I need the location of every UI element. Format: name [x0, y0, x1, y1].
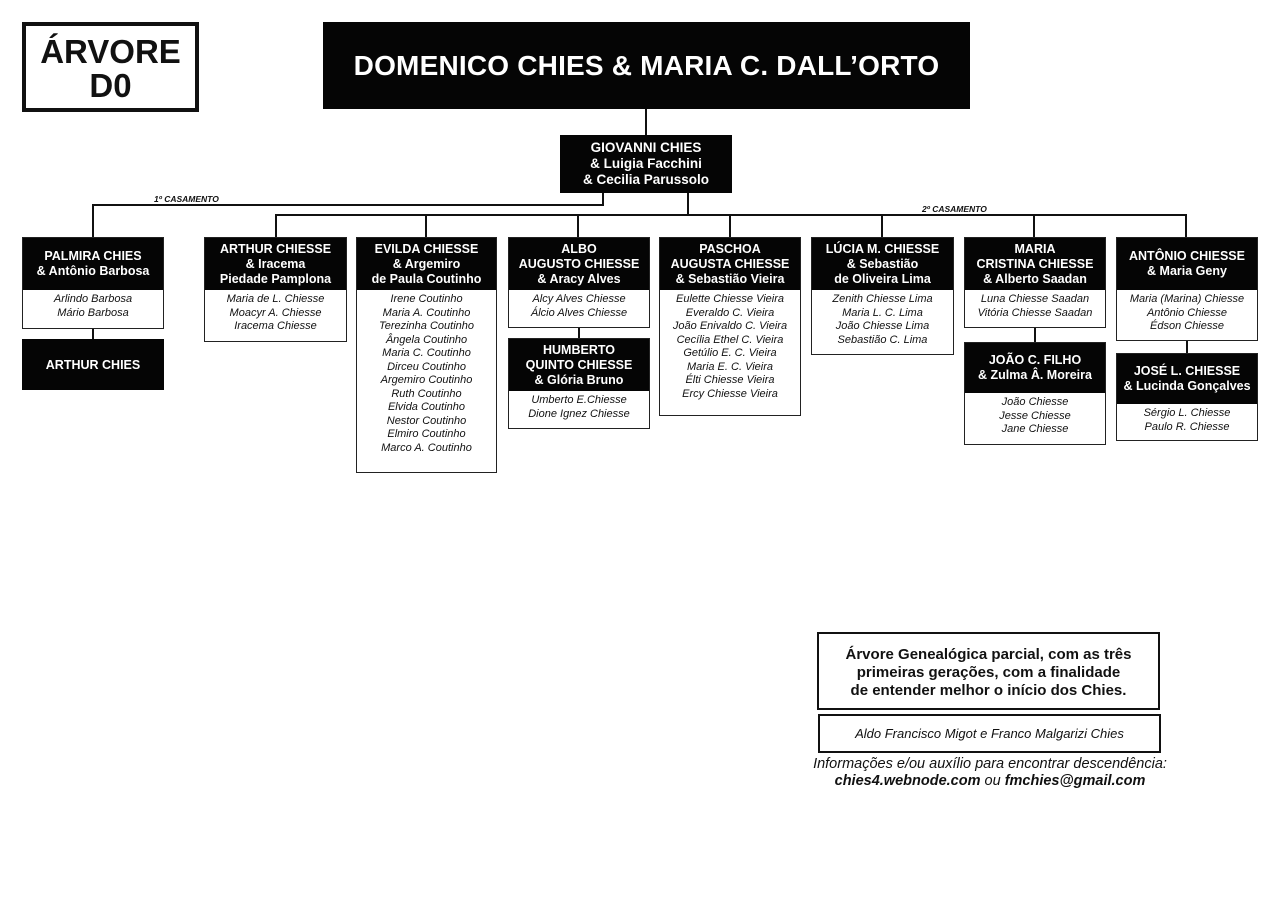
- great-grandchild-name: Umberto E.Chiesse: [531, 394, 627, 406]
- child-maria-cristina-name: MARIA: [1014, 241, 1056, 256]
- connector-palmira-arthur: [92, 329, 94, 339]
- grandchild-name: Édson Chiesse: [1150, 320, 1224, 332]
- drop-albo: [577, 214, 579, 238]
- grandchild-name: Arlindo Barbosa: [53, 293, 133, 305]
- connector-m1-drop: [92, 204, 94, 238]
- grandchild-name: Maria C. Coutinho: [382, 347, 471, 359]
- info-line1: Árvore Genealógica parcial, com as três: [845, 646, 1132, 663]
- child-paschoa-spouse: & Sebastião Vieira: [675, 271, 785, 286]
- connector-m1-horizontal: [92, 204, 604, 206]
- grandchild-jose-name: JOSÉ L. CHIESSE: [1133, 364, 1241, 378]
- grandchild-joao-spouse: & Zulma Â. Moreira: [978, 368, 1092, 382]
- contact-separator: ou: [980, 773, 1005, 789]
- connector-root: [645, 109, 647, 135]
- grandchild-joao-filho: [964, 342, 1106, 445]
- child-maria-cristina-name-2: CRISTINA CHIESSE: [976, 256, 1094, 271]
- child-lucia-name: LÚCIA M. CHIESSE: [825, 241, 940, 256]
- connector-m2-vertical: [687, 193, 689, 215]
- grandchild-name: Eulette Chiesse Vieira: [675, 293, 785, 305]
- grandchild-name: Iracema Chiesse: [234, 320, 317, 332]
- child-maria-cristina-spouse: & Alberto Saadan: [983, 271, 1087, 286]
- child-albo-name-2: AUGUSTO CHIESSE: [518, 256, 640, 271]
- child-antonio: [1116, 237, 1258, 341]
- grandchild-name: Ercy Chiesse Vieira: [682, 387, 778, 400]
- grandchild-name: Terezinha Coutinho: [379, 320, 474, 332]
- grandchild-name: Moacyr A. Chiesse: [229, 306, 322, 319]
- gen1-name: GIOVANNI CHIES: [590, 140, 702, 155]
- grandchild-name: Vitória Chiesse Saadan: [977, 306, 1093, 319]
- root-couple-box: DOMENICO CHIES & MARIA C. DALL’ORTO: [323, 22, 970, 109]
- grandchild-name: Argemiro Coutinho: [380, 374, 473, 386]
- tree-label-line1: ÁRVORE: [40, 33, 181, 70]
- child-arthur-name: ARTHUR CHIESSE: [219, 241, 332, 256]
- child-palmira-spouse: & Antônio Barbosa: [36, 264, 150, 278]
- grandchild-name: Alcy Alves Chiesse: [532, 293, 626, 305]
- great-grandchild-name: Jesse Chiesse: [999, 409, 1071, 422]
- child-lucia-spouse: & Sebastião: [846, 256, 919, 271]
- grandchild-name: João Enivaldo C. Vieira: [672, 320, 788, 332]
- grandchild-joao-name: JOÃO C. FILHO: [988, 353, 1082, 367]
- child-evilda-spouse: & Argemiro: [392, 256, 461, 271]
- tree-label-line2: D0: [89, 67, 132, 104]
- child-palmira: [22, 237, 164, 329]
- grandchild-name: Everaldo C. Vieira: [685, 306, 775, 319]
- grandchild-jose-spouse: & Lucinda Gonçalves: [1123, 379, 1251, 393]
- child-evilda-name: EVILDA CHIESSE: [374, 241, 479, 256]
- child-evilda: [356, 237, 497, 473]
- grandchild-humberto-spouse: & Glória Bruno: [534, 372, 624, 387]
- grandchild-name: Maria L. C. Lima: [842, 306, 923, 319]
- tree-label: [22, 22, 199, 112]
- child-albo-name: ALBO: [561, 241, 597, 256]
- connector-m2-horizontal: [275, 214, 1187, 216]
- child-evilda-spouse-2: de Paula Coutinho: [371, 271, 482, 286]
- info-box: [817, 632, 1160, 710]
- grandchild-name: Luna Chiesse Saadan: [980, 293, 1090, 305]
- grandchild-name: Getúlio E. C. Vieira: [683, 347, 777, 359]
- great-grandchild-name: João Chiesse: [1001, 396, 1069, 408]
- grandchild-name: Maria de L. Chiesse: [226, 293, 325, 305]
- marriage1-label: 1º CASAMENTO: [154, 194, 219, 204]
- drop-lucia: [881, 214, 883, 238]
- grandchild-name: Elmiro Coutinho: [387, 428, 466, 440]
- child-lucia-spouse-2: de Oliveira Lima: [834, 271, 931, 286]
- great-grandchild-name: Jane Chiesse: [1001, 423, 1069, 435]
- grandchild-jose: [1116, 353, 1258, 441]
- grandchild-name: Élti Chiesse Vieira: [685, 374, 775, 386]
- drop-evilda: [425, 214, 427, 238]
- grandchild-humberto: [508, 338, 650, 429]
- grandchild-name: Cecília Ethel C. Vieira: [676, 333, 784, 346]
- child-albo: [508, 237, 650, 328]
- grandchild-name: Zenith Chiesse Lima: [832, 293, 933, 305]
- grandchild-name: Álcio Alves Chiesse: [530, 306, 628, 319]
- connector-antonio-jose: [1186, 341, 1188, 353]
- grandchild-name: Mário Barbosa: [57, 306, 129, 319]
- grandchild-name: Dirceu Coutinho: [387, 360, 466, 373]
- child-arthur: [204, 237, 347, 342]
- drop-antonio: [1185, 214, 1187, 238]
- grandchild-humberto-name: HUMBERTO: [543, 342, 615, 357]
- gen1-spouse1: & Luigia Facchini: [590, 156, 702, 171]
- drop-arthur: [275, 214, 277, 238]
- info-line3: de entender melhor o início dos Chies.: [850, 682, 1127, 699]
- grandchild-name: João Chiesse Lima: [835, 320, 930, 332]
- grandchild-name: Ângela Coutinho: [385, 333, 468, 346]
- child-lucia: [811, 237, 954, 355]
- giovanni-chies-box: [560, 135, 732, 193]
- gen1-spouse2: & Cecilia Parussolo: [582, 172, 710, 187]
- great-grandchild-name: Dione Ignez Chiesse: [528, 407, 630, 420]
- contact-info: [790, 756, 1190, 790]
- grandchild-name: Sebastião C. Lima: [837, 333, 928, 346]
- grandchild-name: Ruth Coutinho: [391, 387, 462, 400]
- info-line2: primeiras gerações, com a finalidade: [856, 664, 1121, 681]
- child-maria-cristina: [964, 237, 1106, 328]
- child-paschoa-name-2: AUGUSTA CHIESSE: [670, 256, 790, 271]
- grandchild-name: Maria A. Coutinho: [382, 306, 471, 319]
- contact-line1: Informações e/ou auxílio para encontrar descendência:: [813, 756, 1167, 772]
- grandchild-name: Elvida Coutinho: [387, 401, 466, 413]
- grandchild-arthur-chies: ARTHUR CHIES: [22, 339, 164, 390]
- drop-maria-cristina: [1033, 214, 1035, 238]
- grandchild-humberto-name-2: QUINTO CHIESSE: [525, 357, 633, 372]
- child-paschoa-name: PASCHOA: [699, 241, 761, 256]
- grandchild-name: Marco A. Coutinho: [381, 441, 472, 454]
- connector-albo-humberto: [578, 328, 580, 338]
- contact-email-link[interactable]: fmchies@gmail.com: [1004, 773, 1146, 789]
- great-grandchild-name: Sérgio L. Chiesse: [1143, 407, 1231, 419]
- child-arthur-spouse-2: Piedade Pamplona: [219, 271, 332, 286]
- child-arthur-spouse: & Iracema: [245, 256, 306, 271]
- child-antonio-spouse: & Maria Geny: [1147, 264, 1227, 278]
- grandchild-name: Antônio Chiesse: [1146, 306, 1228, 319]
- drop-paschoa: [729, 214, 731, 238]
- grandchild-name: Maria (Marina) Chiesse: [1129, 293, 1245, 305]
- child-antonio-name: ANTÔNIO CHIESSE: [1129, 249, 1245, 263]
- marriage2-label: 2º CASAMENTO: [922, 204, 987, 214]
- child-albo-spouse: & Aracy Alves: [537, 271, 621, 286]
- grandchild-name: Maria E. C. Vieira: [687, 360, 773, 373]
- contact-site-link[interactable]: chies4.webnode.com: [834, 773, 981, 789]
- child-palmira-name: PALMIRA CHIES: [44, 249, 142, 263]
- authors-box: Aldo Francisco Migot e Franco Malgarizi Chies: [818, 714, 1161, 753]
- connector-cristina-joao: [1034, 328, 1036, 342]
- child-paschoa: [659, 237, 801, 416]
- grandchild-name: Nestor Coutinho: [386, 414, 467, 427]
- great-grandchild-name: Paulo R. Chiesse: [1144, 420, 1230, 433]
- grandchild-name: Irene Coutinho: [390, 293, 463, 305]
